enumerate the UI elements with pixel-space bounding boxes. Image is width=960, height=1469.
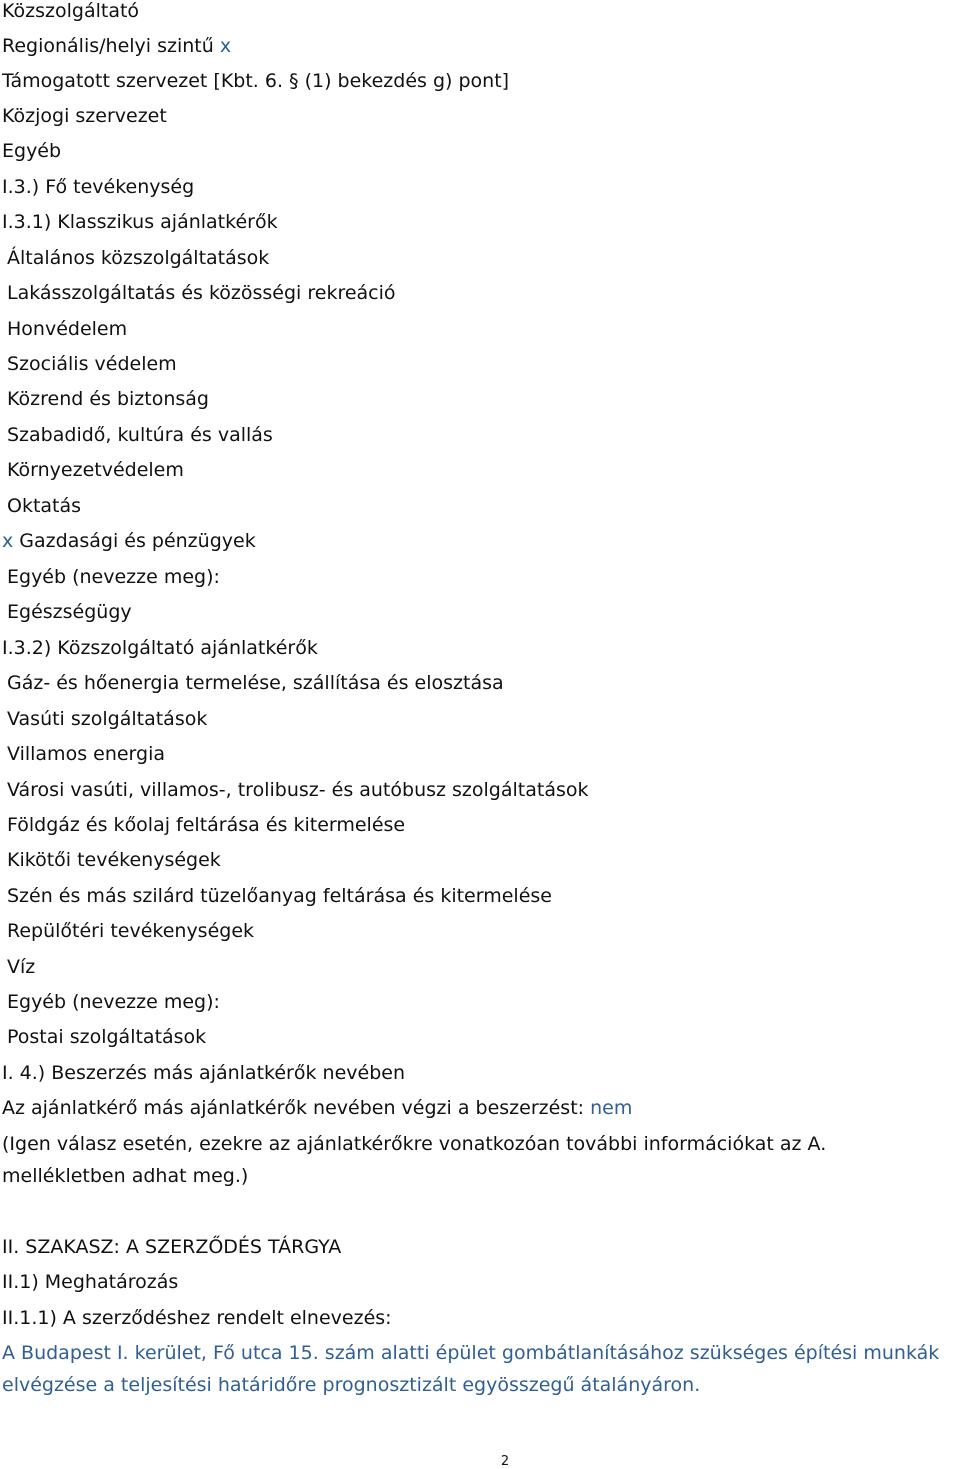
joint-procurement-question: Az ajánlatkérő más ajánlatkérők nevében végzi a beszerzést: [2,1097,585,1119]
list-item: Földgáz és kőolaj feltárása és kitermelése [7,814,406,836]
section-2-heading: II. SZAKASZ: A SZERZŐDÉS TÁRGYA [2,1236,342,1258]
list-item [2,530,256,553]
joint-procurement-heading: I. 4.) Beszerzés más ajánlatkérők nevében [2,1062,405,1084]
public-service-label: Közszolgáltató [2,0,140,22]
public-law-org-label: Közjogi szervezet [2,105,167,127]
list-item: Egyéb (nevezze meg): [7,991,220,1013]
list-item-label: Szociális védelem [7,353,177,375]
list-item: Villamos energia [7,743,166,765]
list-item [7,247,269,270]
list-item: Vasúti szolgáltatások [7,708,208,730]
list-item: Gáz- és hőenergia termelése, szállítása és elosztása [7,672,504,694]
list-item [7,318,127,341]
list-item [7,282,396,305]
list-item: Szén és más szilárd tüzelőanyag feltárása és kitermelése [7,885,552,907]
list-item-label: Környezetvédelem [7,459,184,481]
regional-local-row [2,35,231,58]
contract-name-label: II.1.1) A szerződéshez rendelt elnevezés: [2,1307,392,1329]
regional-local-mark: x [219,35,232,57]
classic-contracting-heading: I.3.1) Klasszikus ajánlatkérők [2,211,278,233]
list-item [7,424,273,447]
joint-procurement-note: (Igen válasz esetén, ezekre az ajánlatkérőkre vonatkozóan további információkat az A. mellékletben adhat meg.) [2,1133,827,1187]
contract-name-value: A Budapest I. kerület, Fő utca 15. szám alatti épület gombátlanításához szükséges építési munkák elvégzése a teljesítési határidőre prognosztizált egyösszegű átalányáron. [2,1342,940,1396]
regional-local-label: Regionális/helyi szintű [2,35,214,57]
page-number: 2 [500,1454,510,1469]
list-item-label: Oktatás [7,495,82,517]
list-item: Városi vasúti, villamos-, trolibusz- és autóbusz szolgáltatások [7,779,589,801]
list-item [7,459,184,482]
definition-heading: II.1) Meghatározás [2,1271,179,1293]
list-item-label: Általános közszolgáltatások [7,247,270,269]
list-item-label: Lakásszolgáltatás és közösségi rekreáció [7,282,396,304]
joint-procurement-answer: nem [590,1097,633,1119]
list-item [7,566,220,589]
list-item-label: Egyéb (nevezze meg): [7,566,220,588]
list-item [7,601,132,624]
list-item: Repülőtéri tevékenységek [7,920,255,942]
utilities-contracting-heading: I.3.2) Közszolgáltató ajánlatkérők [2,637,318,659]
other-org-label: Egyéb [2,140,62,162]
main-activity-heading: I.3.) Fő tevékenység [2,176,195,198]
joint-procurement-question-row [2,1097,632,1120]
list-item: Postai szolgáltatások [7,1026,207,1048]
list-item-label: Honvédelem [7,318,128,340]
list-item [7,495,81,518]
supported-org-label: Támogatott szervezet [Kbt. 6. § (1) bekezdés g) pont] [2,70,510,92]
list-item: Kikötői tevékenységek [7,849,221,871]
list-item: Víz [7,956,36,978]
list-item-label: Egészségügy [7,601,132,623]
list-item [7,353,177,376]
list-item [7,388,209,411]
list-item-label: Közrend és biztonság [7,388,209,410]
list-item-label: Szabadidő, kultúra és vallás [7,424,273,446]
list-item-mark: x [2,530,14,552]
list-item-label: Gazdasági és pénzügyek [19,530,256,552]
